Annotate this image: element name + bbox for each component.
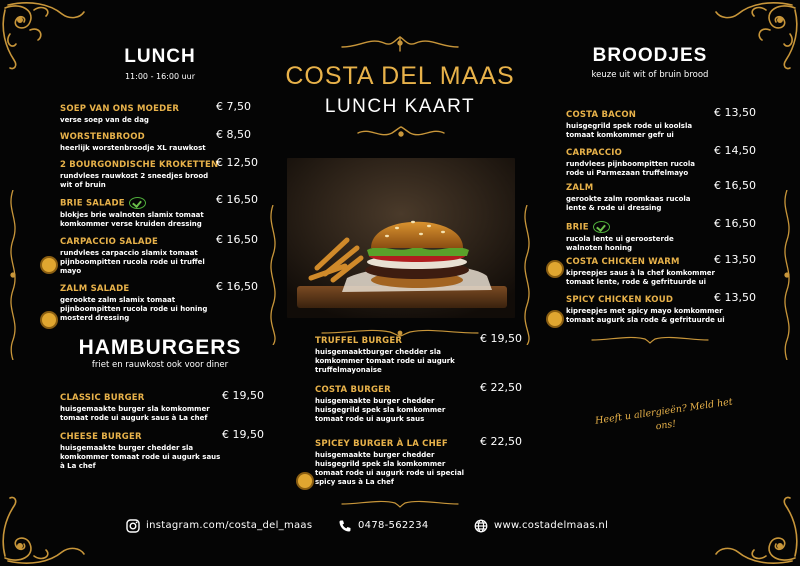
menu-item-description-line: walnoten honing (566, 244, 633, 252)
menu-item-description-line: komkommer tomaat rode ui augurk saus (60, 453, 221, 461)
menu-item-name (60, 432, 230, 442)
menu-item-name-text: CHEESE BURGER (60, 432, 142, 442)
menu-item (566, 257, 726, 287)
menu-item-description-line: huisgemaakte burger sla komkommer (60, 405, 210, 413)
menu-item-name-text: COSTA BURGER (315, 385, 391, 395)
side-ornament-center-left (266, 205, 280, 345)
menu-item-name (315, 439, 485, 449)
menu-item-description (60, 249, 220, 276)
menu-item-price: € 7,50 (216, 100, 251, 113)
menu-item-description (566, 307, 726, 325)
phone-number[interactable]: 0478-562234 (358, 520, 429, 531)
menu-item-name-text: SOEP VAN ONS MOEDER (60, 104, 180, 114)
menu-item-description-line: rucola lente ui geroosterde (566, 235, 674, 243)
menu-item (566, 221, 726, 253)
menu-item-description-line: huisgegrild spek sla komkommer (315, 406, 446, 414)
menu-item-price: € 16,50 (216, 280, 258, 293)
lunch-title: LUNCH (124, 46, 196, 67)
corner-ornament-bottom-right (710, 496, 800, 566)
menu-item (566, 148, 726, 178)
menu-item (60, 104, 220, 125)
title-flourish-top (340, 33, 460, 55)
menu-item-description-line: mosterd dressing (60, 314, 130, 322)
side-ornament-right (780, 190, 794, 360)
corner-ornament-bottom-left (0, 496, 90, 566)
menu-item-price: € 12,50 (216, 156, 258, 169)
allergy-note: Heeft u allergieën? Meld het ons! (594, 396, 734, 433)
menu-item-description-line: à La chef (60, 462, 96, 470)
menu-item-name-text: CLASSIC BURGER (60, 393, 145, 403)
menu-item-name (566, 110, 726, 120)
menu-item-name-text: CARPACCIO (566, 148, 623, 158)
menu-item-description-line: heerlijk worstenbroodje XL rauwkost (60, 144, 206, 152)
menu-item-description-line: truffelmayonaise (315, 366, 382, 374)
menu-item (60, 132, 220, 153)
restaurant-name: COSTA DEL MAAS (285, 62, 515, 90)
menu-item-description (60, 405, 230, 423)
menu-item-price: € 13,50 (714, 106, 756, 119)
menu-item (60, 160, 220, 190)
menu-item-description-line: tomaat augurk sla rode & gefrituurde ui (566, 316, 725, 324)
menu-item-description-line: kipreepjes met spicy mayo komkommer (566, 307, 723, 315)
chef-recommendation-badge-icon (548, 312, 562, 326)
menu-item-name (60, 237, 220, 247)
menu-item (60, 432, 230, 471)
menu-item-name (60, 197, 220, 209)
corner-ornament-top-left (0, 0, 90, 70)
menu-item-name (315, 336, 485, 346)
menu-subtitle: LUNCH KAART (324, 96, 476, 117)
menu-item-price: € 16,50 (714, 179, 756, 192)
menu-item-name-text: SPICY CHICKEN KOUD (566, 295, 674, 305)
menu-item-name-text: BRIE SALADE (60, 198, 125, 209)
menu-item-name (60, 132, 220, 142)
menu-item-price: € 13,50 (714, 253, 756, 266)
menu-item-description-line: gerookte zalm roomkaas rucola (566, 195, 691, 203)
lunch-hours: 11:00 - 16:00 uur (124, 72, 196, 81)
menu-item-name-text: WORSTENBROOD (60, 132, 145, 142)
phone-icon (338, 519, 352, 533)
menu-item-name (566, 183, 726, 193)
menu-item-description-line: tomaat komkommer gefr ui (566, 131, 674, 139)
menu-item-description-line: tomaat rode ui augurk saus à La chef (60, 414, 208, 422)
menu-item (566, 183, 726, 213)
broodjes-subtitle: keuze uit wit of bruin brood (591, 70, 709, 80)
menu-item-description-line: huisgemaaktburger chedder sla (315, 348, 441, 356)
menu-item-name (566, 257, 726, 267)
side-ornament-left (6, 190, 20, 360)
menu-item-description-line: blokjes brie walnoten slamix tomaat (60, 211, 204, 219)
side-ornament-center-right (520, 205, 534, 345)
menu-item (60, 284, 220, 323)
menu-item-description (60, 144, 220, 153)
globe-icon (474, 519, 488, 533)
menu-item-description (60, 296, 220, 323)
menu-item-description-line: tomaat rode ui augurk saus (315, 415, 425, 423)
menu-item-description (60, 116, 220, 125)
menu-item-description (566, 195, 726, 213)
menu-item (315, 439, 485, 487)
menu-item-name (566, 221, 726, 233)
burger-photo (287, 158, 515, 318)
menu-item-description (60, 211, 220, 229)
menu-item-name-text: COSTA CHICKEN WARM (566, 257, 680, 267)
menu-item (315, 336, 485, 375)
menu-item-description-line: komkommer tomaat rode ui augurk (315, 357, 455, 365)
menu-item (60, 197, 220, 229)
broodjes-flourish (590, 333, 710, 347)
menu-item-description-line: pijnboompitten rucola rode ui truffel (60, 258, 205, 266)
menu-item-description-line: huisgemaakte burger chedder (315, 451, 435, 459)
menu-item-description (315, 348, 485, 375)
menu-item-price: € 19,50 (480, 332, 522, 345)
chef-recommendation-badge-icon (42, 313, 56, 327)
menu-item-price: € 13,50 (714, 291, 756, 304)
menu-item (566, 110, 726, 140)
menu-item-description-line: tomaat lente, rode & gefrituurde ui (566, 278, 706, 286)
menu-item-name (60, 393, 230, 403)
menu-item-description-line: rundvlees rauwkost 2 sneedjes brood (60, 172, 209, 180)
menu-item-name (60, 104, 220, 114)
menu-item-description-line: tomaat rode ui augurk rode ui special (315, 469, 465, 477)
menu-item-name (60, 160, 220, 170)
menu-item-description (60, 172, 220, 190)
hamburgers-title: HAMBURGERS (78, 336, 242, 359)
menu-item-description-line: kipreepjes saus à la chef komkommer (566, 269, 715, 277)
menu-item-description-line: huisgegrild spek rode ui koolsla (566, 122, 693, 130)
menu-item-name-text: ZALM SALADE (60, 284, 130, 294)
menu-item-name (315, 385, 485, 395)
instagram-link[interactable]: instagram.com/costa_del_maas (146, 520, 313, 531)
website-link[interactable]: www.costadelmaas.nl (494, 520, 609, 531)
menu-item-price: € 19,50 (222, 428, 264, 441)
menu-item-description-line: wit of bruin (60, 181, 106, 189)
menu-item-price: € 8,50 (216, 128, 251, 141)
menu-item-name-text: ZALM (566, 183, 594, 193)
menu-item-name (566, 148, 726, 158)
menu-item-price: € 22,50 (480, 435, 522, 448)
menu-item-description (315, 397, 485, 424)
menu-item-description (315, 451, 485, 487)
menu-item-description-line: huisgegrild spek sla komkommer (315, 460, 446, 468)
menu-item-description-line: rundvlees carpaccio slamix tomaat (60, 249, 198, 257)
instagram-icon (126, 519, 140, 533)
menu-item-description-line: lente & rode ui dressing (566, 204, 662, 212)
menu-item-description-line: huisgemaakte burger chedder (315, 397, 435, 405)
menu-item-description-line: pijnboompitten rucola rode ui honing (60, 305, 208, 313)
title-flourish-bottom (356, 124, 446, 142)
vegetarian-leaf-icon (593, 221, 610, 233)
menu-item (315, 385, 485, 424)
menu-item-price: € 14,50 (714, 144, 756, 157)
menu-item-description-line: huisgemaakte burger chedder sla (60, 444, 194, 452)
menu-item-description-line: rode ui Parmezaan truffelmayo (566, 169, 689, 177)
menu-item-description (566, 122, 726, 140)
menu-item-description-line: rundvlees pijnboompitten rucola (566, 160, 695, 168)
menu-item-description-line: mayo (60, 267, 82, 275)
menu-item-name-text: 2 BOURGONDISCHE KROKETTEN (60, 160, 219, 170)
vegetarian-leaf-icon (129, 197, 146, 209)
footer-flourish (340, 497, 460, 511)
menu-item-name-text: BRIE (566, 222, 589, 233)
menu-item-description (566, 269, 726, 287)
menu-item-price: € 16,50 (216, 193, 258, 206)
menu-item-name-text: COSTA BACON (566, 110, 637, 120)
menu-item-description-line: gerookte zalm slamix tomaat (60, 296, 176, 304)
menu-item-name-text: CARPACCIO SALADE (60, 237, 158, 247)
menu-item-price: € 16,50 (216, 233, 258, 246)
hamburgers-subtitle: friet en rauwkost ook voor diner (91, 360, 229, 370)
menu-item-name-text: SPICEY BURGER À LA CHEF (315, 439, 448, 449)
menu-item-price: € 19,50 (222, 389, 264, 402)
menu-item-name-text: TRUFFEL BURGER (315, 336, 403, 346)
chef-recommendation-badge-icon (42, 258, 56, 272)
menu-item (566, 295, 726, 325)
chef-recommendation-badge-icon (548, 262, 562, 276)
menu-item (60, 237, 220, 276)
menu-item-price: € 16,50 (714, 217, 756, 230)
menu-item-name (566, 295, 726, 305)
menu-item-description (566, 160, 726, 178)
menu-item-name (60, 284, 220, 294)
menu-item-description-line: spicy saus à La chef (315, 478, 394, 486)
broodjes-title: BROODJES (592, 45, 708, 66)
menu-item-description (566, 235, 726, 253)
menu-item-description (60, 444, 230, 471)
menu-item-price: € 22,50 (480, 381, 522, 394)
menu-item (60, 393, 230, 423)
menu-item-description-line: verse soep van de dag (60, 116, 149, 124)
menu-item-description-line: komkommer verse kruiden dressing (60, 220, 202, 228)
chef-recommendation-badge-icon (298, 474, 312, 488)
